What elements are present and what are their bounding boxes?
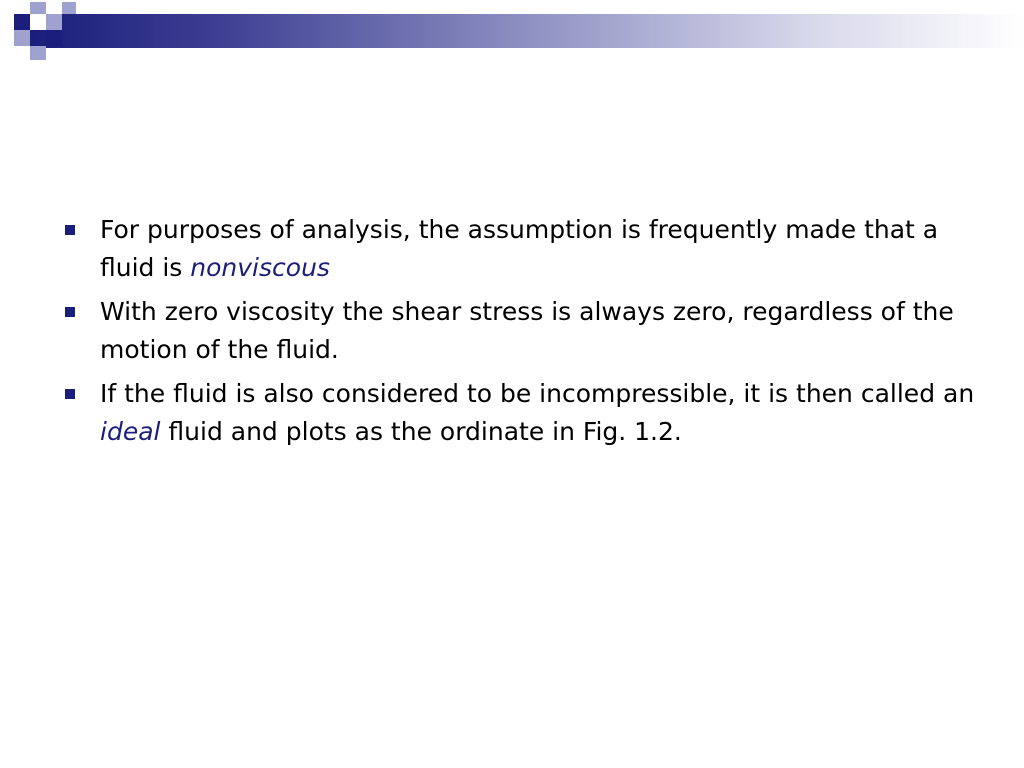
bullet-text: If the fluid is also considered to be incompressible, it is then called an: [100, 379, 975, 408]
header-square-dark: [14, 14, 30, 30]
square-bullet-icon: [65, 307, 75, 317]
header-square-white: [30, 14, 46, 30]
bullet-item: [60, 375, 980, 451]
bullet-text: With zero viscosity the shear stress is always zero, regardless of the motion of the fluid.: [100, 297, 954, 364]
square-bullet-icon: [65, 389, 75, 399]
emphasized-term: nonviscous: [190, 253, 330, 282]
header-gradient-bar: [30, 14, 1024, 48]
header-square-dark: [46, 30, 62, 46]
bullet-text-tail: fluid and plots as the ordinate in Fig. 1.2.: [160, 417, 682, 446]
bullet-item: [60, 211, 980, 287]
header-square-light: [30, 46, 46, 60]
header-square-light: [46, 14, 62, 30]
bullet-text: For purposes of analysis, the assumption is frequently made that a fluid is: [100, 215, 939, 282]
header-square-light: [30, 2, 46, 14]
bullet-list: [60, 211, 980, 457]
emphasized-term: ideal: [100, 417, 161, 446]
header-square-light: [14, 30, 30, 46]
header-square-light: [62, 2, 76, 14]
square-bullet-icon: [65, 225, 75, 235]
bullet-item: [60, 293, 980, 369]
